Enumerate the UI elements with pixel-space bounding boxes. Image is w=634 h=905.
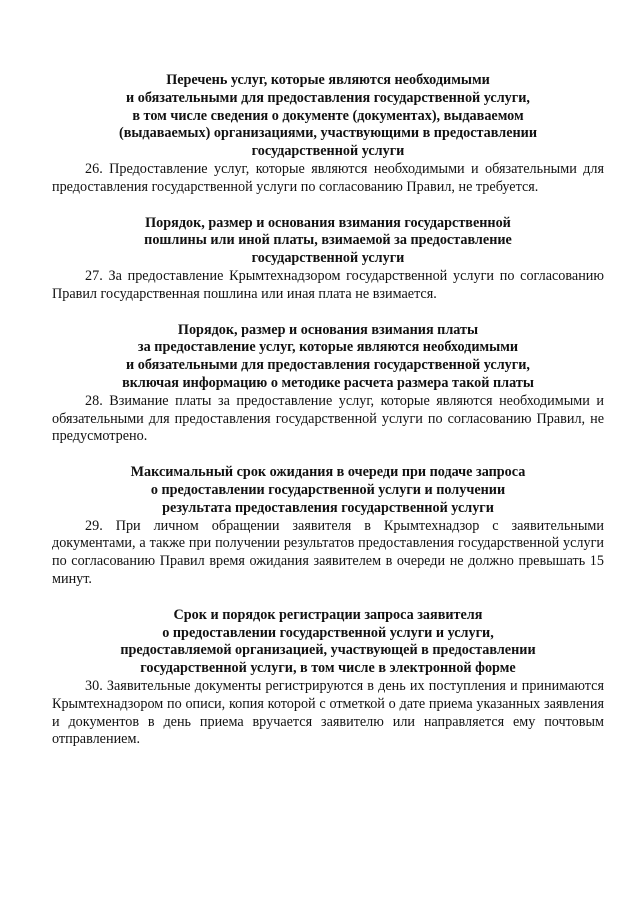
- title-line: о предоставлении государственной услуги и получении: [150, 481, 506, 498]
- section-state-fee: [52, 215, 604, 304]
- section-title: [52, 215, 604, 268]
- section-title: [52, 322, 604, 393]
- section-fee-for-services: [52, 322, 604, 447]
- title-line: в том числе сведения о документе (документах), выдаваемом: [132, 107, 524, 124]
- title-line: Порядок, размер и основания взимания платы: [177, 321, 479, 338]
- title-line: о предоставлении государственной услуги и услуги,: [162, 624, 494, 641]
- title-line: результата предоставления государственной услуги: [162, 499, 494, 516]
- section-gap: [52, 304, 604, 322]
- section-queue-time: [52, 464, 604, 589]
- section-necessary-services: [52, 72, 604, 197]
- section-registration: [52, 607, 604, 749]
- title-line: государственной услуги: [251, 143, 405, 160]
- title-line: Срок и порядок регистрации запроса заявителя: [173, 606, 483, 623]
- title-line: и обязательными для предоставления государственной услуги,: [126, 357, 530, 374]
- title-line: пошлины или иной платы, взимаемой за предоставление: [144, 232, 512, 249]
- title-line: Перечень услуг, которые являются необходимыми: [166, 72, 490, 88]
- section-title: [52, 72, 604, 161]
- paragraph-29: 29. При личном обращении заявителя в Крымтехнадзор с заявительными документами, а также при получении результатов предоставления государственной услуги по согласованию Правил время ожидания заявителем в очереди не должно превышать 15 минут.: [52, 517, 604, 587]
- section-gap: [52, 589, 604, 607]
- paragraph-26: 26. Предоставление услуг, которые являются необходимыми и обязательными для предоставления государственной услуги по согласованию Правил, не требуется.: [52, 160, 604, 195]
- section-title: [52, 607, 604, 678]
- section-gap: [52, 446, 604, 464]
- title-line: включая информацию о методике расчета размера такой платы: [122, 374, 534, 391]
- paragraph-28: 28. Взимание платы за предоставление услуг, которые являются необходимыми и обязательными для предоставления государственной услуги по согласованию Правил, не предусмотрено.: [52, 392, 604, 445]
- section-title: [52, 464, 604, 517]
- title-line: Порядок, размер и основания взимания государственной: [145, 214, 511, 231]
- title-line: и обязательными для предоставления государственной услуги,: [126, 89, 530, 106]
- paragraph-30: 30. Заявительные документы регистрируются в день их поступления и принимаются Крымтехнадзором по описи, копия которой с отметкой о дате приема указанных заявления и документов в день приема вручается заявителю или направляется ему почтовым отправлением.: [52, 677, 604, 748]
- section-gap: [52, 197, 604, 215]
- title-line: Максимальный срок ожидания в очереди при подаче запроса: [130, 464, 526, 481]
- title-line: государственной услуги: [251, 250, 405, 267]
- paragraph-27: 27. За предоставление Крымтехнадзором государственной услуги по согласованию Правил государственная пошлина или иная плата не взимается.: [52, 267, 604, 302]
- title-line: государственной услуги, в том числе в электронной форме: [140, 660, 516, 677]
- title-line: за предоставление услуг, которые являются необходимыми: [137, 339, 519, 356]
- title-line: (выдаваемых) организациями, участвующими в предоставлении: [118, 125, 538, 142]
- title-line: предоставляемой организацией, участвующей в предоставлении: [120, 642, 536, 659]
